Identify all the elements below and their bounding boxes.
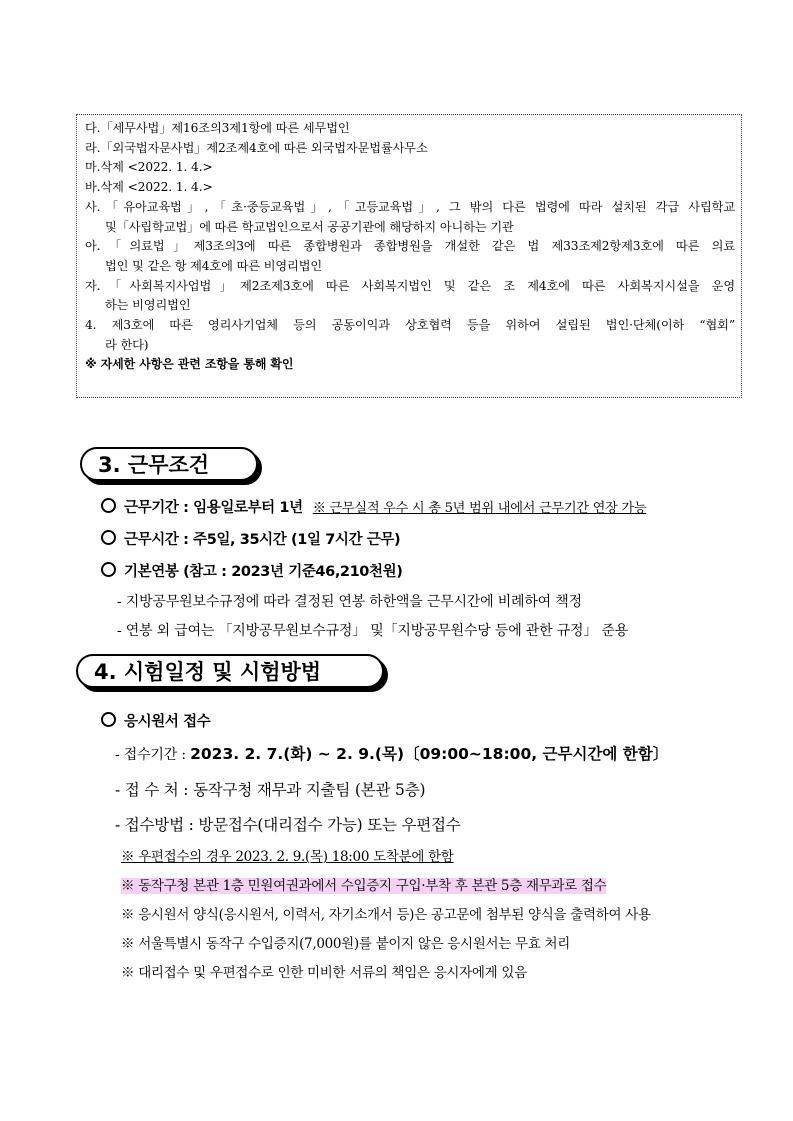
box-note: ※ 자세한 사항은 관련 조항을 통해 확인 bbox=[85, 357, 294, 372]
base-salary-label: 기본연봉 (참고 : 2023년 기준46,210천원) bbox=[124, 564, 403, 580]
section-3-heading: 3. 근무조건 bbox=[80, 447, 258, 481]
box-line: 마.삭제 <2022. 1. 4.> bbox=[85, 160, 213, 175]
note-stamp bbox=[121, 874, 606, 894]
circle-bullet-icon bbox=[101, 712, 116, 727]
application-period bbox=[115, 742, 668, 764]
box-line: 하는 비영리법인 bbox=[105, 298, 191, 313]
work-period-label: 근무기간 : 임용일로부터 1년 bbox=[124, 500, 303, 516]
note-mail: ※ 우편접수의 경우 2023. 2. 9.(목) 18:00 도착분에 한함 bbox=[121, 849, 454, 865]
base-salary-item bbox=[101, 560, 402, 581]
box-line: 라.「외국법자문사법」제2조제4호에 따른 외국법자문법률사무소 bbox=[85, 140, 428, 155]
box-line: 라 한다) bbox=[105, 337, 149, 352]
work-period-item bbox=[101, 496, 646, 517]
salary-detail-2: - 연봉 외 급여는 「지방공무원보수규정」 및「지방공무원수당 등에 관한 규정」 준용 bbox=[117, 623, 629, 639]
work-period-note: ※ 근무실적 우수 시 총 5년 범위 내에서 근무기간 연장 가능 bbox=[312, 501, 647, 516]
box-line: 법인 및 같은 항 제4호에 따른 비영리법인 bbox=[105, 258, 323, 273]
box-line: 자.「사회복지사업법」제2조제3호에 따른 사회복지법인 및 같은 조 제4호에 따른 사회복지시설을 운영 bbox=[85, 278, 735, 293]
work-hours-item bbox=[101, 528, 400, 549]
note-form: ※ 응시원서 양식(응시원서, 이력서, 자기소개서 등)은 공고문에 첨부된 양식을 출력하여 사용 bbox=[121, 907, 651, 923]
reference-box bbox=[76, 114, 742, 398]
circle-bullet-icon bbox=[101, 530, 116, 545]
box-line: 및「사립학교법」에 따른 학교법인으로서 공공기관에 해당하지 아니하는 기관 bbox=[105, 219, 514, 234]
application-period-value: 2023. 2. 7.(화) ~ 2. 9.(목)〔09:00~18:00, 근무시간에 한함〕 bbox=[190, 745, 669, 763]
salary-detail-1: - 지방공무원보수규정에 따라 결정된 연봉 하한액을 근무시간에 비례하여 책정 bbox=[117, 594, 582, 610]
application-item bbox=[101, 710, 210, 731]
note-stamp-text: ※ 동작구청 본관 1층 민원여권과에서 수입증지 구입·부착 후 본관 5층 재무과로 접수 bbox=[121, 878, 607, 894]
application-label: 응시원서 접수 bbox=[124, 714, 211, 730]
box-line: 바.삭제 <2022. 1. 4.> bbox=[85, 180, 213, 195]
application-period-prefix: - 접수기간 : bbox=[115, 747, 191, 763]
box-line: 다.「세무사법」제16조의3제1항에 따른 세무법인 bbox=[85, 121, 350, 135]
work-hours-label: 근무시간 : 주5일, 35시간 (1일 7시간 근무) bbox=[124, 532, 401, 548]
box-line: 사.「유아교육법」,「초·중등교육법」,「고등교육법」, 그 밖의 다른 법령에 따라 설치된 각급 사립학교 bbox=[85, 199, 735, 214]
section-4-heading: 4. 시험일정 및 시험방법 bbox=[76, 654, 384, 688]
box-line: 4. 제3호에 따른 영리사기업체 등의 공동이익과 상호협력 등을 위하여 설립된 법인·단체(이하 “협회” bbox=[85, 318, 735, 333]
circle-bullet-icon bbox=[101, 498, 116, 513]
application-place: - 접 수 처 : 동작구청 재무과 지출팀 (본관 5층) bbox=[115, 781, 426, 799]
note-responsibility: ※ 대리접수 및 우편접수로 인한 미비한 서류의 책임은 응시자에게 있음 bbox=[121, 965, 527, 981]
box-line: 아.「의료법」제3조의3에 따른 종합병원과 종합병원을 개설한 같은 법 제33조제2항제3호에 따른 의료 bbox=[85, 239, 735, 254]
circle-bullet-icon bbox=[101, 562, 116, 577]
application-method: - 접수방법 : 방문접수(대리접수 가능) 또는 우편접수 bbox=[115, 816, 461, 834]
note-invalid: ※ 서울특별시 동작구 수입증지(7,000원)를 붙이지 않은 응시원서는 무효 처리 bbox=[121, 936, 570, 952]
